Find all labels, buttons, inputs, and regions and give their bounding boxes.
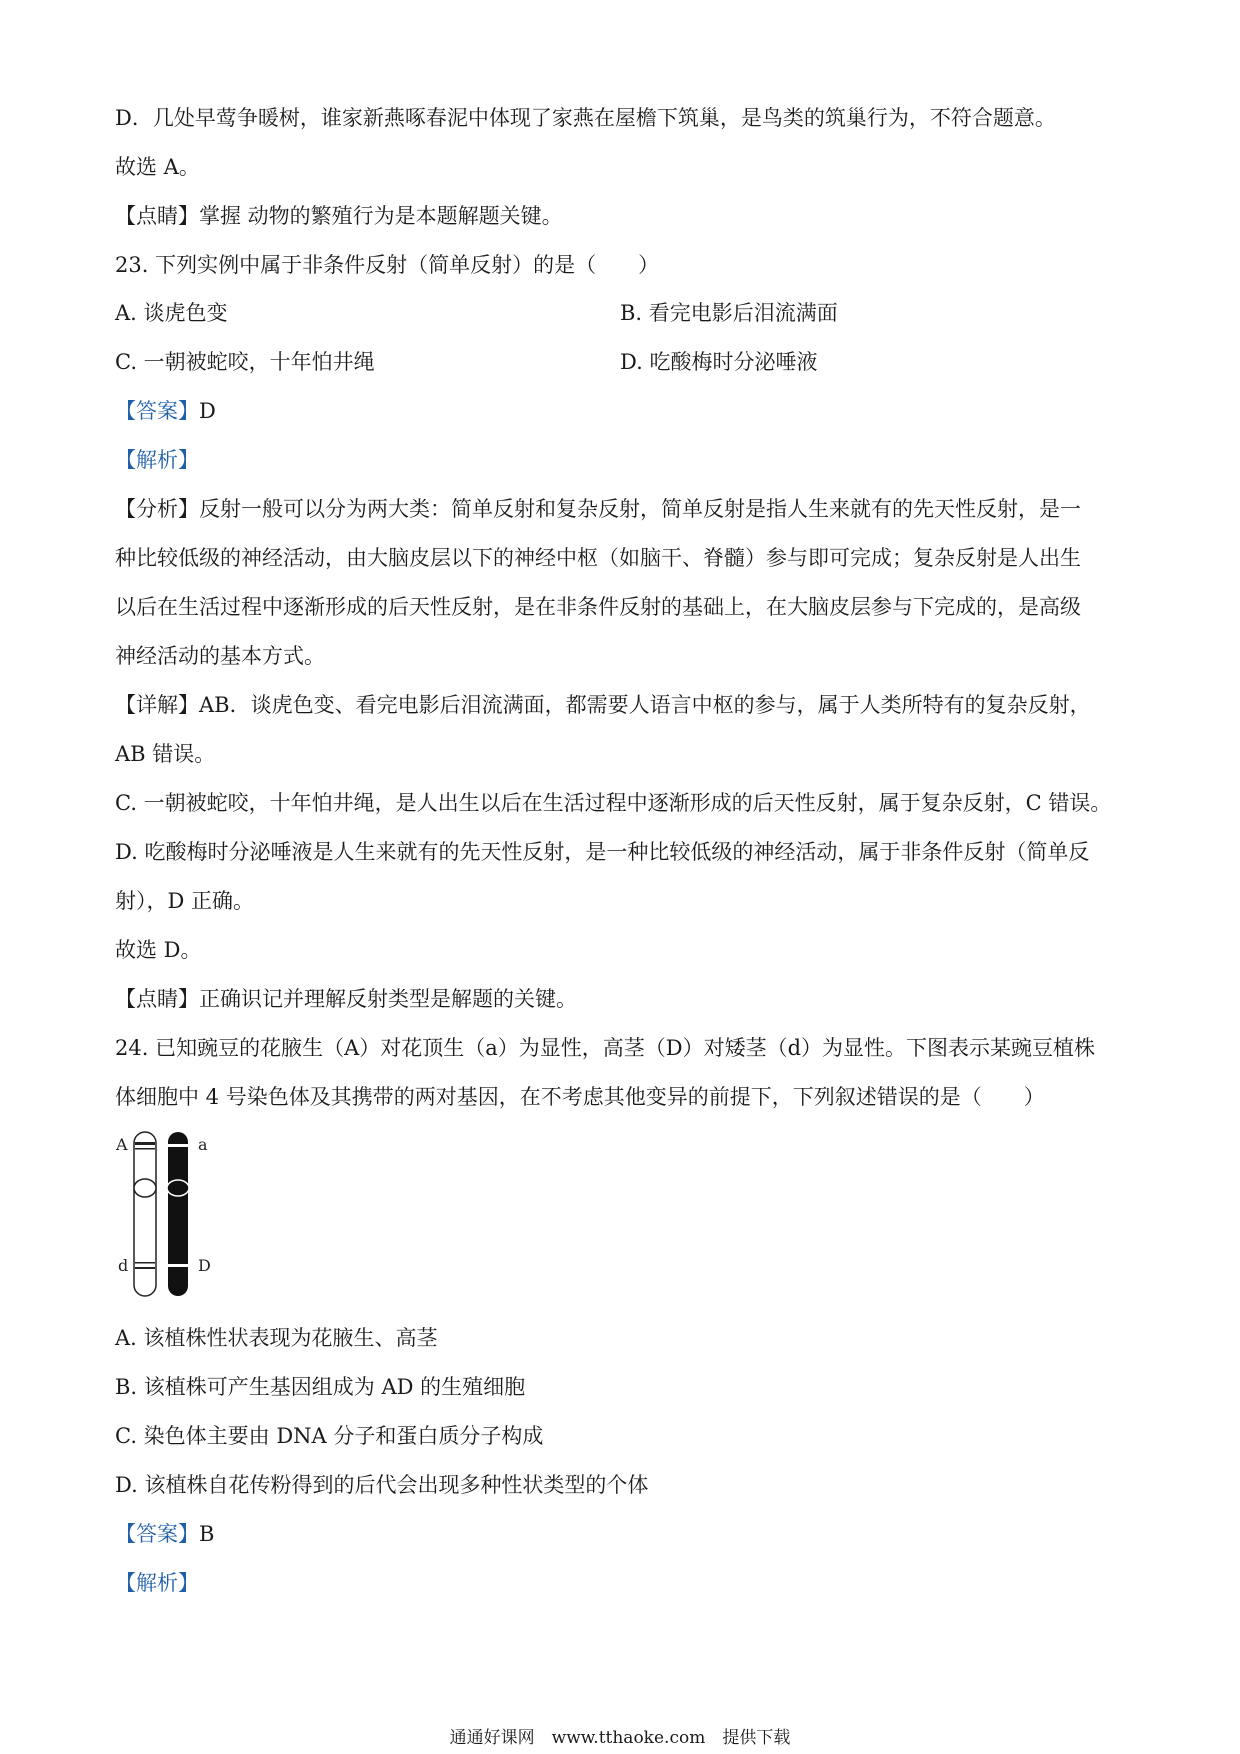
tip-text: 掌握 动物的繁殖行为是本题解题关键。 bbox=[199, 204, 563, 228]
q23-option-b: B. 看完电影后泪流满面 bbox=[620, 301, 838, 325]
prev-tip bbox=[115, 201, 563, 231]
page-footer: 通通好课网 www.tthaoke.com 提供下载 bbox=[449, 1728, 791, 1748]
answer-tag: 【答案】 bbox=[115, 1522, 199, 1546]
q23-stem: 23. 下列实例中属于非条件反射（简单反射）的是（ ） bbox=[115, 253, 660, 277]
left-chromosome bbox=[134, 1132, 156, 1296]
q24-stem-line-1: 24. 已知豌豆的花腋生（A）对花顶生（a）为显性，高茎（D）对矮茎（d）为显性。下图表示某豌豆植株 bbox=[115, 1036, 1096, 1060]
q23-tip bbox=[115, 984, 577, 1014]
q23-fenxi-line-3: 以后在生活过程中逐渐形成的后天性反射，是在非条件反射的基础上，在大脑皮层参与下完成的，是高级 bbox=[115, 595, 1081, 619]
q23-answer bbox=[115, 396, 216, 426]
q23-fenxi-line-1 bbox=[115, 494, 1081, 524]
q24-analysis-tag: 【解析】 bbox=[115, 1571, 199, 1595]
right-chromosome bbox=[167, 1132, 189, 1296]
label-d: d bbox=[118, 1256, 129, 1275]
q24-answer bbox=[115, 1519, 214, 1549]
q23-choice: 故选 D。 bbox=[115, 938, 202, 962]
q24-option-b: B. 该植株可产生基因组成为 AD 的生殖细胞 bbox=[115, 1375, 526, 1399]
q23-xiangjie-line-3: C. 一朝被蛇咬，十年怕井绳，是人出生以后在生活过程中逐渐形成的后天性反射，属于复杂反射，C 错误。 bbox=[115, 791, 1112, 815]
label-A: A bbox=[116, 1135, 128, 1154]
q23-xiangjie-line-2: AB 错误。 bbox=[115, 742, 216, 766]
q23-option-d: D. 吃酸梅时分泌唾液 bbox=[620, 350, 818, 374]
label-a: a bbox=[198, 1135, 208, 1154]
q23-xiangjie-line-5: 射），D 正确。 bbox=[115, 889, 255, 913]
fenxi-text: 反射一般可以分为两大类：简单反射和复杂反射，简单反射是指人生来就有的先天性反射，是一 bbox=[199, 497, 1081, 521]
q24-option-c: C. 染色体主要由 DNA 分子和蛋白质分子构成 bbox=[115, 1424, 544, 1448]
tip-text: 正确识记并理解反射类型是解题的关键。 bbox=[199, 987, 577, 1011]
q23-fenxi-line-4: 神经活动的基本方式。 bbox=[115, 644, 325, 668]
q23-analysis-tag: 【解析】 bbox=[115, 448, 199, 472]
q23-option-c: C. 一朝被蛇咬，十年怕井绳 bbox=[115, 350, 375, 374]
answer-value: B bbox=[199, 1522, 215, 1546]
q24-option-d: D. 该植株自花传粉得到的后代会出现多种性状类型的个体 bbox=[115, 1473, 649, 1497]
q24-stem-line-2: 体细胞中 4 号染色体及其携带的两对基因，在不考虑其他变异的前提下，下列叙述错误的是（ ） bbox=[115, 1085, 1045, 1109]
q23-fenxi-line-2: 种比较低级的神经活动，由大脑皮层以下的神经中枢（如脑干、脊髓）参与即可完成；复杂反射是人出生 bbox=[115, 546, 1081, 570]
answer-value: D bbox=[199, 399, 216, 423]
q23-xiangjie-line-1 bbox=[115, 690, 1091, 720]
fenxi-tag: 【分析】 bbox=[115, 497, 199, 521]
q23-option-a: A. 谈虎色变 bbox=[115, 301, 228, 325]
answer-tag: 【答案】 bbox=[115, 399, 199, 423]
chromosome-figure bbox=[112, 1128, 232, 1308]
tip-tag: 【点睛】 bbox=[115, 987, 199, 1011]
q24-option-a: A. 该植株性状表现为花腋生、高茎 bbox=[115, 1326, 438, 1350]
q23-xiangjie-line-4: D. 吃酸梅时分泌唾液是人生来就有的先天性反射，是一种比较低级的神经活动，属于非条件反射（简单反 bbox=[115, 840, 1090, 864]
prev-option-d: D．几处早莺争暖树，谁家新燕啄春泥中体现了家燕在屋檐下筑巢，是鸟类的筑巢行为，不符合题意。 bbox=[115, 106, 1056, 130]
prev-choice: 故选 A。 bbox=[115, 155, 200, 179]
label-D: D bbox=[198, 1256, 211, 1275]
tip-tag: 【点睛】 bbox=[115, 204, 199, 228]
xiangjie-tag: 【详解】 bbox=[115, 693, 199, 717]
xiangjie-text: AB．谈虎色变、看完电影后泪流满面，都需要人语言中枢的参与，属于人类所特有的复杂反射， bbox=[199, 693, 1091, 717]
